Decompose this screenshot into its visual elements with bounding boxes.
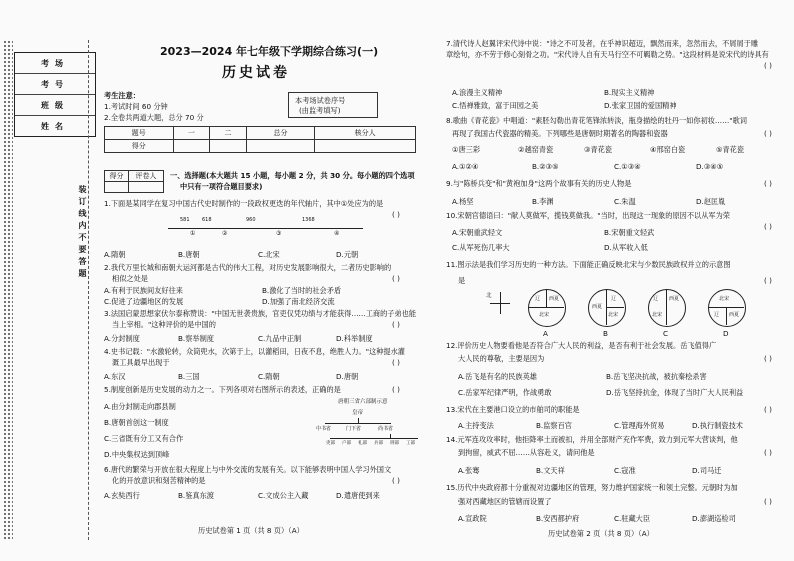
q9-option-b[interactable]: B.李渊 xyxy=(532,197,554,206)
diagram-divider xyxy=(546,289,547,307)
q11-answer-paren: ( ) xyxy=(764,276,772,285)
score-cell[interactable] xyxy=(210,140,247,153)
diagram-b-part: 北宋 xyxy=(608,312,619,318)
q7-option-a[interactable]: A.浪漫主义精神 xyxy=(452,88,503,97)
q9-option-c[interactable]: C.朱温 xyxy=(614,197,636,206)
notice-heading: 考生注意： xyxy=(104,91,140,100)
score-header-cell: 一 xyxy=(173,127,210,140)
q8-item-4: ④邢窑白瓷 xyxy=(650,145,686,154)
q2-option-d[interactable]: D.加强了南北经济交流 xyxy=(262,297,335,306)
q8-stem-1: 8.歌曲《青花瓷》中唱道："素胚勾勒出青花笔锋浓转淡，瓶身描绘的牡丹一如你初妆……"歌词 xyxy=(446,116,747,125)
timeline-mark: ① xyxy=(190,230,196,237)
q12-answer-paren: ( ) xyxy=(764,354,772,363)
q11-diagram-c[interactable] xyxy=(648,289,686,327)
q14-option-a[interactable]: A.张骞 xyxy=(458,466,480,475)
diagram-c-part: 辽 xyxy=(653,296,659,302)
timeline-year: 960 xyxy=(246,217,256,223)
footer-left: 历史试卷第 1 页（共 8 页）（A） xyxy=(198,526,304,535)
diagram-a-part: 西夏 xyxy=(549,296,560,302)
q6-option-b[interactable]: B.鉴真东渡 xyxy=(178,491,214,500)
q1-stem: 1.下面是某同学在复习中国古代史时制作的一段政权更迭的年代轴片，其中①处应为的是 xyxy=(104,199,384,208)
org-chart-dept: 工部 xyxy=(406,441,415,446)
q6-option-c[interactable]: C.文成公主入藏 xyxy=(258,491,309,500)
section1-line1: 一、选择题(本大题共 15 小题，每小题 2 分，共 30 分。每小题的四个选项 xyxy=(170,171,415,180)
org-chart-ministry: 中书省 xyxy=(316,426,332,432)
q6-stem-2: 化的开放意识和刻苦精神的是 xyxy=(112,476,206,485)
q9-answer-paren: ( ) xyxy=(764,179,772,188)
q12-stem-1: 12.评价历史人物要看他是否符合广大人民的利益，是否有利于社会发展。岳飞值得广 xyxy=(446,341,717,350)
grader-score-label: 得分 xyxy=(105,171,129,182)
seal-field-exam-number: 考号 xyxy=(15,74,95,95)
q1-option-d[interactable]: D.元朝 xyxy=(336,250,359,259)
diagram-b-part: 西夏 xyxy=(592,304,603,310)
q7-stem-2: 章绘句，亦不劳于修心刻骨之功。"宋代诗人自有天马行空不可羁勒之势。"这段材料是说宋代的诗具有 xyxy=(446,50,769,59)
q9-option-d[interactable]: D.赵匡胤 xyxy=(696,197,726,206)
q12-option-d[interactable]: D.岳飞坚持抗金，体现了当时广大人民利益 xyxy=(606,388,744,397)
seal-info-box xyxy=(14,52,96,137)
footer-right: 历史试卷第 2 页（共 8 页）（A） xyxy=(548,529,654,538)
diagram-d-part: 辽 xyxy=(714,312,720,318)
timeline-year: 581 xyxy=(180,217,190,223)
diagram-divider xyxy=(606,307,624,308)
q15-option-a[interactable]: A.宣政院 xyxy=(458,514,487,523)
q1-option-b[interactable]: B.唐朝 xyxy=(178,250,200,259)
q11-label-d[interactable]: D xyxy=(723,329,729,338)
diagram-c-part: 西夏 xyxy=(669,296,680,302)
timeline-year: 618 xyxy=(202,217,212,223)
seal-field-class: 班级 xyxy=(15,95,95,116)
q15-option-b[interactable]: B.安西都护府 xyxy=(536,514,580,523)
q4-option-c[interactable]: C.隋朝 xyxy=(258,372,280,381)
q15-stem-2: 强对西藏地区的管辖而设置了 xyxy=(458,497,552,506)
org-chart-dept: 户部 xyxy=(342,441,351,446)
q4-option-d[interactable]: D.唐朝 xyxy=(336,372,359,381)
q11-label-a[interactable]: A xyxy=(543,329,548,338)
q10-stem: 10.宋朝官德语曰："献人莫做军，揽钱莫做我。"当时，出现这一现象的原因不以从军为荣 xyxy=(446,211,730,220)
org-chart-ministry: 尚书省 xyxy=(378,426,394,432)
q8-stem-2: 再现了我国古代瓷器的精美。下列哪些是唐朝时期著名的陶器和瓷器 xyxy=(452,129,668,138)
q8-option-c[interactable]: C.①③④ xyxy=(614,162,641,171)
q2-answer-paren: ( ) xyxy=(392,274,400,283)
diagram-d-part: 北宋 xyxy=(719,296,730,302)
q10-option-b[interactable]: B.宋朝重文轻武 xyxy=(604,228,655,237)
q14-option-d[interactable]: D.司马迁 xyxy=(692,466,722,475)
q13-stem: 13.宋代在主要港口设立的市舶司的职能是 xyxy=(446,405,580,414)
diagram-b-part: 辽 xyxy=(611,296,617,302)
q3-answer-paren: ( ) xyxy=(392,320,400,329)
org-chart-dept: 刑部 xyxy=(390,441,399,446)
q13-option-b[interactable]: B.监察百官 xyxy=(536,421,572,430)
score-cell[interactable] xyxy=(246,140,315,153)
q9-option-a[interactable]: A.杨坚 xyxy=(452,197,474,206)
q7-stem-1: 7.清代诗人赵翼评宋代诗中说："诗之不可及者，在乎神识超迈，飘然而来，忽然而去，不屑屑于雕 xyxy=(446,39,759,48)
q3-stem-1: 3.法国启蒙思想家伏尔泰称赞说："中国无世袭贵族，官吏仅凭功绩与才能获得……工商的子弟也能 xyxy=(104,309,417,318)
q3-option-b[interactable]: B.察举制度 xyxy=(178,334,214,343)
q8-item-1: ①唐三彩 xyxy=(452,145,481,154)
diagram-divider xyxy=(666,289,667,325)
binding-vertical-text: 装订线内不要答题 xyxy=(78,185,87,281)
q7-option-c[interactable]: C.悟禅雅致，富于田园之美 xyxy=(452,101,539,110)
seal-field-exam-room: 考场 xyxy=(15,53,95,74)
grader-box xyxy=(104,170,164,193)
q1-timeline-axis xyxy=(168,228,363,229)
score-header-cell: 二 xyxy=(210,127,247,140)
seat-box-note: (由监考填写) xyxy=(299,106,341,115)
q1-option-c[interactable]: C.北宋 xyxy=(258,250,280,259)
q5-stem: 5.制度创新是历史发展的动力之一。下列各项对右图所示的表述，正确的是 xyxy=(104,385,341,394)
org-chart-emperor: 皇帝 xyxy=(352,410,364,416)
org-chart-ministry: 门下省 xyxy=(346,426,362,432)
diagram-d-part: 西夏 xyxy=(729,312,740,318)
q13-answer-paren: ( ) xyxy=(764,405,772,414)
q1-answer-paren: ( ) xyxy=(392,210,400,219)
q6-option-d[interactable]: D.遣唐使到来 xyxy=(336,491,380,500)
seat-number-box xyxy=(288,92,378,118)
org-chart-title: 唐朝三省六部制示意 xyxy=(338,399,388,405)
q14-option-b[interactable]: B.文天祥 xyxy=(536,466,565,475)
q1-option-a[interactable]: A.隋朝 xyxy=(104,250,126,259)
q12-option-b[interactable]: B.岳飞坚决抗战，被抗秦桧杀害 xyxy=(606,372,707,381)
notice-item-2: 2.全卷共两道大题，总分 70 分 xyxy=(104,113,204,122)
q2-option-c[interactable]: C.促进了边疆地区的发展 xyxy=(104,297,184,306)
diagram-divider xyxy=(528,307,564,308)
q8-answer-paren: ( ) xyxy=(764,129,772,138)
q7-answer-paren: ( ) xyxy=(764,61,772,70)
q8-option-b[interactable]: B.②③⑤ xyxy=(532,162,559,171)
org-chart-dept: 兵部 xyxy=(374,441,383,446)
q3-option-a[interactable]: A.分封制度 xyxy=(104,334,140,343)
q15-stem-1: 15.历代中央政府都十分重视对边疆地区的管理，努力维护国家统一和领土完整。元朝时为加 xyxy=(446,483,738,492)
q10-option-c[interactable]: C.从军死伤几率大 xyxy=(452,243,510,252)
q13-option-d[interactable]: D.执行制瓷技术 xyxy=(692,421,743,430)
q5-option-d[interactable]: D.中央集权达到顶峰 xyxy=(104,450,170,459)
q11-diagram-d[interactable] xyxy=(708,289,746,327)
score-header-cell: 核分人 xyxy=(315,127,416,140)
q12-option-a[interactable]: A.岳飞是有名的民族英雄 xyxy=(458,372,537,381)
org-line xyxy=(325,423,391,424)
score-header-cell: 题号 xyxy=(105,127,174,140)
diagram-a-part: 北宋 xyxy=(539,312,550,318)
q2-stem-2: 相似之处是 xyxy=(112,274,148,283)
timeline-mark: ④ xyxy=(334,230,340,237)
notice-item-1: 1.考试时间 60 分钟 xyxy=(104,102,168,111)
q2-option-a[interactable]: A.有利于民族间友好往来 xyxy=(104,286,183,295)
q2-option-b[interactable]: B.激化了当时的社会矛盾 xyxy=(262,286,342,295)
score-cell[interactable] xyxy=(173,140,210,153)
q14-stem-1: 14.元军连攻攻率时，他拒降率土而被扣，并用全部财产充作军费，致力到元军大营谈判，他 xyxy=(446,435,738,444)
timeline-mark: ③ xyxy=(276,230,282,237)
section1-line2: 中只有一项符合题目要求) xyxy=(180,182,263,191)
diagram-divider xyxy=(726,307,727,325)
q15-option-d[interactable]: D.澎湖巡检司 xyxy=(692,514,736,523)
org-chart-dept: 礼部 xyxy=(358,441,367,446)
compass-east-west xyxy=(490,303,510,304)
q11-label-c[interactable]: C xyxy=(663,329,669,338)
q10-option-a[interactable]: A.宋朝重武轻文 xyxy=(452,228,503,237)
q10-option-d[interactable]: D.从军收入低 xyxy=(604,243,648,252)
seat-box-label: 本考场试卷序号 xyxy=(295,96,346,105)
diagram-a-part: 辽 xyxy=(535,296,541,302)
grader-name-label: 评卷人 xyxy=(128,171,163,182)
q9-stem: 9.与"陈桥兵变"和"黄袍加身"这两个故事有关的历史人物是 xyxy=(446,179,632,188)
q4-answer-paren: ( ) xyxy=(392,358,400,367)
q11-diagram-a[interactable] xyxy=(528,289,566,327)
q15-option-c[interactable]: C.驻藏大臣 xyxy=(614,514,651,523)
q8-item-3: ③青花瓷 xyxy=(584,145,613,154)
score-cell: 得分 xyxy=(105,140,174,153)
q5-option-c[interactable]: C.三省既有分工又有合作 xyxy=(104,434,184,443)
binding-dots xyxy=(3,40,13,540)
q7-option-b[interactable]: B.现实主义精神 xyxy=(604,88,655,97)
q11-label-b[interactable]: B xyxy=(603,329,608,338)
q5-answer-paren: ( ) xyxy=(392,385,400,394)
exam-title: 2023—2024 年七年级下学期综合练习(一) xyxy=(160,45,379,58)
q4-stem-1: 4.史书记载："水激轮转，众筒兜水，次第于上，以灌稻田，日夜不息，绝胜人力。"这种提水灌 xyxy=(104,347,405,356)
score-header-cell: 总分 xyxy=(246,127,315,140)
org-line xyxy=(330,438,418,439)
q5-option-a[interactable]: A.由分封制走向郡县制 xyxy=(104,402,176,411)
q12-option-c[interactable]: C.岳家军纪律严明，作战勇敢 xyxy=(458,388,552,397)
q14-answer-paren: ( ) xyxy=(764,448,772,457)
q5-option-b[interactable]: B.唐朝首创这一制度 xyxy=(104,418,169,427)
q10-answer-paren: ( ) xyxy=(764,222,772,231)
q4-stem-2: 溉工具最早出现于 xyxy=(112,358,170,367)
q2-stem-1: 2.我代万里长城和南朝大运河都是古代的伟大工程，对历史发展影响很大，二者历史影响的 xyxy=(104,263,392,272)
q8-item-5: ⑤青花瓷 xyxy=(716,145,745,154)
q11-stem-1: 11.图示法是我们学习历史的一种方法。下面能正确反映北宋与少数民族政权并立的示意图 xyxy=(446,260,731,269)
q8-option-a[interactable]: A.①②④ xyxy=(452,162,479,171)
q6-answer-paren: ( ) xyxy=(392,476,400,485)
exam-subtitle: 历史试卷 xyxy=(222,65,290,81)
q11-stem-2: 是 xyxy=(458,276,466,285)
q6-stem-1: 6.唐代的繁荣与开放在很大程度上与中外交流的发展有关。以下能够表明中国人学习外国文 xyxy=(104,465,392,474)
grader-score-cell[interactable] xyxy=(105,182,129,193)
q3-option-c[interactable]: C.九品中正制 xyxy=(258,334,302,343)
q7-option-d[interactable]: D.张家卫国的爱国精神 xyxy=(604,101,677,110)
seal-field-name: 姓名 xyxy=(41,121,69,131)
compass-north-label: 北 xyxy=(486,293,492,299)
score-table xyxy=(104,126,416,153)
diagram-c-part: 北宋 xyxy=(652,312,663,318)
q12-stem-2: 大人民的尊敬，主要是因为 xyxy=(458,354,545,363)
q8-option-d[interactable]: D.③④⑤ xyxy=(696,162,724,171)
q6-option-a[interactable]: A.玄奘西行 xyxy=(104,491,140,500)
q14-option-c[interactable]: C.寇准 xyxy=(614,466,636,475)
timeline-year: 1368 xyxy=(302,217,315,223)
q8-item-2: ②越窑青瓷 xyxy=(518,145,554,154)
score-cell[interactable] xyxy=(315,140,416,153)
org-chart-dept: 吏部 xyxy=(326,441,335,446)
binding-dash-line xyxy=(88,40,89,540)
timeline-mark: ② xyxy=(222,230,228,237)
q3-option-d[interactable]: D.科举制度 xyxy=(336,334,373,343)
grader-name-cell[interactable] xyxy=(128,182,163,193)
q13-option-a[interactable]: A.主持变法 xyxy=(458,421,494,430)
q4-option-a[interactable]: A.东汉 xyxy=(104,372,126,381)
q4-option-b[interactable]: B.三国 xyxy=(178,372,200,381)
q3-stem-2: 当上宰相。"这种评价的是中国的 xyxy=(112,320,216,329)
q13-option-c[interactable]: C.管理海外贸易 xyxy=(614,421,665,430)
q14-stem-2: 到拘留，威武不屈……从容赴义，请问他是 xyxy=(458,448,595,457)
q15-answer-paren: ( ) xyxy=(764,497,772,506)
